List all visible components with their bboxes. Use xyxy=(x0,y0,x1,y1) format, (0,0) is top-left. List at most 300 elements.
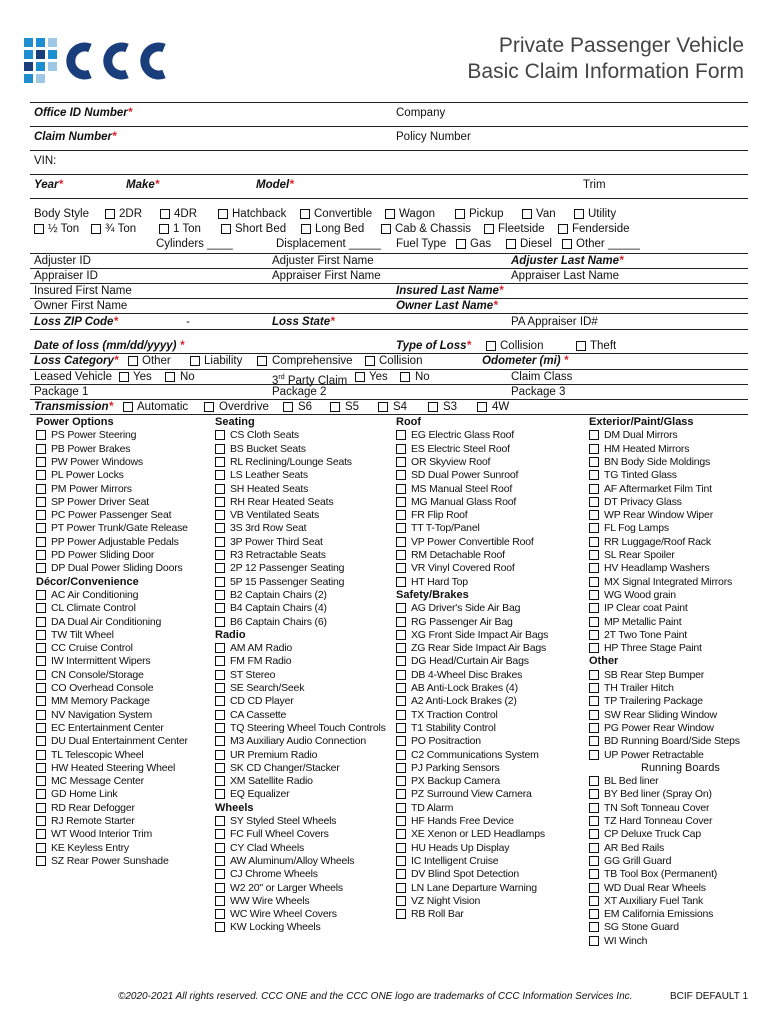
other-checkbox[interactable] xyxy=(562,239,572,249)
pickup-checkbox[interactable] xyxy=(455,209,465,219)
dt-privacy-glass-checkbox[interactable] xyxy=(589,497,599,507)
form-title-line1: Private Passenger Vehicle xyxy=(498,34,744,57)
2dr-label: 2DR xyxy=(119,208,143,220)
roof-heading: Roof xyxy=(396,416,422,428)
wg-wood-grain-label: WG Wood grain xyxy=(604,588,676,601)
up-power-retractable-checkbox[interactable] xyxy=(589,750,599,760)
ip-clear-coat-paint-checkbox[interactable] xyxy=(589,603,599,613)
rule xyxy=(30,126,748,127)
pb-power-brakes-label: PB Power Brakes xyxy=(51,442,131,455)
insured-last-label: Insured Last Name* xyxy=(396,285,504,297)
2t-two-tone-paint-checkbox[interactable] xyxy=(589,630,599,640)
rg-passenger-air-bag-label: RG Passenger Air Bag xyxy=(411,615,513,628)
hv-headlamp-washers-label: HV Headlamp Washers xyxy=(604,562,710,575)
sh-heated-seats-checkbox[interactable] xyxy=(215,484,225,494)
se-search-seek-label: SE Search/Seek xyxy=(230,682,305,694)
hatchback-checkbox[interactable] xyxy=(218,209,228,219)
af-aftermarket-film-tint-checkbox[interactable] xyxy=(589,484,599,494)
px-backup-camera-checkbox[interactable] xyxy=(396,776,406,786)
dm-dual-mirrors-label: DM Dual Mirrors xyxy=(604,429,678,442)
xg-front-side-impact-air-bags-checkbox[interactable] xyxy=(396,630,406,640)
xt-auxiliary-fuel-tank-checkbox[interactable] xyxy=(589,896,599,906)
cc-cruise-control-label: CC Cruise Control xyxy=(51,642,133,655)
gd-home-link-checkbox[interactable] xyxy=(36,789,46,799)
sz-rear-power-sunshade-label: SZ Rear Power Sunshade xyxy=(51,854,169,867)
tb-tool-box-permanent-label: TB Tool Box (Permanent) xyxy=(604,868,718,881)
wp-rear-window-wiper-label: WP Rear Window Wiper xyxy=(604,509,713,522)
short-bed-checkbox[interactable] xyxy=(221,224,231,234)
make-label: Make* xyxy=(126,179,160,191)
ccc-logo xyxy=(22,36,184,86)
s3-label: S3 xyxy=(443,401,458,413)
tx-traction-control-label: TX Traction Control xyxy=(411,708,498,721)
hatchback-label: Hatchback xyxy=(232,208,287,220)
1-ton-label: 1 Ton xyxy=(173,223,201,235)
4w-checkbox[interactable] xyxy=(477,402,487,412)
eg-electric-glass-roof-checkbox[interactable] xyxy=(396,430,406,440)
pz-surround-view-camera-label: PZ Surround View Camera xyxy=(411,788,532,801)
convertible-checkbox[interactable] xyxy=(300,209,310,219)
ec-entertainment-center-checkbox[interactable] xyxy=(36,723,46,733)
db-4-wheel-disc-brakes-checkbox[interactable] xyxy=(396,670,406,680)
b2-captain-chairs-2-label: B2 Captain Chairs (2) xyxy=(230,588,327,601)
vr-vinyl-covered-roof-checkbox[interactable] xyxy=(396,563,406,573)
kw-locking-wheels-checkbox[interactable] xyxy=(215,922,225,932)
s4-checkbox[interactable] xyxy=(378,402,388,412)
loss-category-label: Loss Category* xyxy=(34,355,119,367)
4w-label: 4W xyxy=(492,401,510,413)
ab-anti-lock-brakes-4-label: AB Anti-Lock Brakes (4) xyxy=(411,682,518,694)
es-electric-steel-roof-checkbox[interactable] xyxy=(396,444,406,454)
adjuster-last-label: Adjuster Last Name* xyxy=(511,255,624,267)
pw-power-windows-checkbox[interactable] xyxy=(36,457,46,467)
liability-checkbox[interactable] xyxy=(190,356,200,366)
wc-wire-wheel-covers-label: WC Wire Wheel Covers xyxy=(230,908,337,921)
third-party-yes-checkbox[interactable] xyxy=(355,372,365,382)
co-overhead-console-checkbox[interactable] xyxy=(36,683,46,693)
aw-aluminum-alloy-wheels-checkbox[interactable] xyxy=(215,856,225,866)
safety-brakes-heading: Safety/Brakes xyxy=(396,588,469,601)
claim-number-label: Claim Number* xyxy=(34,131,117,143)
rd-rear-defogger-checkbox[interactable] xyxy=(36,803,46,813)
b4-captain-chairs-4-checkbox[interactable] xyxy=(215,603,225,613)
ar-bed-rails-checkbox[interactable] xyxy=(589,843,599,853)
sz-rear-power-sunshade-checkbox[interactable] xyxy=(36,856,46,866)
dm-dual-mirrors-checkbox[interactable] xyxy=(589,430,599,440)
package1-label: Package 1 xyxy=(34,386,89,398)
pp-power-adjustable-pedals-checkbox[interactable] xyxy=(36,537,46,547)
rj-remote-starter-label: RJ Remote Starter xyxy=(51,815,135,827)
w2-20-or-larger-wheels-checkbox[interactable] xyxy=(215,883,225,893)
mx-signal-integrated-mirrors-label: MX Signal Integrated Mirrors xyxy=(604,575,733,588)
s6-label: S6 xyxy=(298,401,313,413)
fleetside-checkbox[interactable] xyxy=(484,224,494,234)
s5-checkbox[interactable] xyxy=(330,402,340,412)
5p-15-passenger-seating-label: 5P 15 Passenger Seating xyxy=(230,575,345,588)
1-ton-checkbox[interactable] xyxy=(159,224,169,234)
collision-category-label: Collision xyxy=(379,355,423,367)
cj-chrome-wheels-checkbox[interactable] xyxy=(215,869,225,879)
bn-body-side-moldings-checkbox[interactable] xyxy=(589,457,599,467)
vb-ventilated-seats-checkbox[interactable] xyxy=(215,510,225,520)
fm-fm-radio-checkbox[interactable] xyxy=(215,656,225,666)
pl-power-locks-label: PL Power Locks xyxy=(51,469,124,482)
copyright-footer: ©2020-2021 All rights reserved. CCC ONE and the CCC ONE logo are trademarks of CCC Information Services Inc. xyxy=(118,991,633,1002)
po-positraction-checkbox[interactable] xyxy=(396,736,406,746)
cd-cd-player-label: CD CD Player xyxy=(230,695,294,708)
rule xyxy=(30,414,748,415)
ac-air-conditioning-checkbox[interactable] xyxy=(36,590,46,600)
ms-manual-steel-roof-checkbox[interactable] xyxy=(396,484,406,494)
3s-3rd-row-seat-checkbox[interactable] xyxy=(215,523,225,533)
ln-lane-departure-warning-checkbox[interactable] xyxy=(396,883,406,893)
vb-ventilated-seats-label: VB Ventilated Seats xyxy=(230,509,320,522)
m3-auxiliary-audio-connection-checkbox[interactable] xyxy=(215,736,225,746)
t1-stability-control-label: T1 Stability Control xyxy=(411,721,496,734)
collision-checkbox[interactable] xyxy=(486,341,496,351)
other-loss-checkbox[interactable] xyxy=(128,356,138,366)
s3-checkbox[interactable] xyxy=(428,402,438,412)
td-alarm-checkbox[interactable] xyxy=(396,803,406,813)
cs-cloth-seats-checkbox[interactable] xyxy=(215,430,225,440)
ic-intelligent-cruise-checkbox[interactable] xyxy=(396,856,406,866)
ac-air-conditioning-label: AC Air Conditioning xyxy=(51,588,139,601)
radio-heading: Radio xyxy=(215,628,246,641)
a2-anti-lock-brakes-2-checkbox[interactable] xyxy=(396,696,406,706)
ps-power-steering-label: PS Power Steering xyxy=(51,429,137,442)
pl-power-locks-checkbox[interactable] xyxy=(36,470,46,480)
comprehensive-label: Comprehensive xyxy=(272,355,353,367)
tg-tinted-glass-checkbox[interactable] xyxy=(589,470,599,480)
leased-no-checkbox[interactable] xyxy=(165,372,175,382)
pg-power-rear-window-checkbox[interactable] xyxy=(589,723,599,733)
zg-rear-side-impact-air-bags-label: ZG Rear Side Impact Air Bags xyxy=(411,642,547,655)
ww-wire-wheels-checkbox[interactable] xyxy=(215,896,225,906)
hp-three-stage-paint-checkbox[interactable] xyxy=(589,643,599,653)
tx-traction-control-checkbox[interactable] xyxy=(396,710,406,720)
5p-15-passenger-seating-checkbox[interactable] xyxy=(215,577,225,587)
cl-climate-control-checkbox[interactable] xyxy=(36,603,46,613)
rule xyxy=(30,298,748,299)
wt-wood-interior-trim-checkbox[interactable] xyxy=(36,829,46,839)
mp-metallic-paint-checkbox[interactable] xyxy=(589,617,599,627)
sb-rear-step-bumper-checkbox[interactable] xyxy=(589,670,599,680)
du-dual-entertainment-center-checkbox[interactable] xyxy=(36,736,46,746)
wd-dual-rear-wheels-label: WD Dual Rear Wheels xyxy=(604,881,706,894)
cn-console-storage-label: CN Console/Storage xyxy=(51,668,144,681)
r3-retractable-seats-checkbox[interactable] xyxy=(215,550,225,560)
cp-deluxe-truck-cap-checkbox[interactable] xyxy=(589,829,599,839)
b4-captain-chairs-4-label: B4 Captain Chairs (4) xyxy=(230,602,327,615)
third-party-no-checkbox[interactable] xyxy=(400,372,410,382)
sp-power-driver-seat-checkbox[interactable] xyxy=(36,497,46,507)
hu-heads-up-display-label: HU Heads Up Display xyxy=(411,841,510,854)
automatic-checkbox[interactable] xyxy=(123,402,133,412)
fenderside-checkbox[interactable] xyxy=(558,224,568,234)
rm-detachable-roof-checkbox[interactable] xyxy=(396,550,406,560)
hv-headlamp-washers-checkbox[interactable] xyxy=(589,563,599,573)
cab-chassis-label: Cab & Chassis xyxy=(395,223,472,235)
year-label: Year* xyxy=(34,179,63,191)
theft-checkbox[interactable] xyxy=(576,341,586,351)
sp-power-driver-seat-label: SP Power Driver Seat xyxy=(51,495,149,508)
tp-trailering-package-checkbox[interactable] xyxy=(589,696,599,706)
body-style-label: Body Style xyxy=(34,208,89,220)
rb-roll-bar-label: RB Roll Bar xyxy=(411,908,464,921)
th-trailer-hitch-label: TH Trailer Hitch xyxy=(604,682,674,694)
cy-clad-wheels-label: CY Clad Wheels xyxy=(230,841,305,854)
s5-label: S5 xyxy=(345,401,360,413)
sd-dual-power-sunroof-checkbox[interactable] xyxy=(396,470,406,480)
gg-grill-guard-checkbox[interactable] xyxy=(589,856,599,866)
pb-power-brakes-checkbox[interactable] xyxy=(36,444,46,454)
ke-keyless-entry-checkbox[interactable] xyxy=(36,843,46,853)
rule xyxy=(30,329,748,330)
pickup-label: Pickup xyxy=(469,208,504,220)
rule xyxy=(30,369,748,370)
td-alarm-label: TD Alarm xyxy=(411,801,454,814)
tw-tilt-wheel-label: TW Tilt Wheel xyxy=(51,628,114,641)
appraiser-last-label: Appraiser Last Name xyxy=(511,270,620,282)
cab-chassis-checkbox[interactable] xyxy=(381,224,391,234)
wg-wood-grain-checkbox[interactable] xyxy=(589,590,599,600)
overdrive-checkbox[interactable] xyxy=(204,402,214,412)
rule xyxy=(30,399,748,400)
cd-cd-player-checkbox[interactable] xyxy=(215,696,225,706)
long-bed-checkbox[interactable] xyxy=(301,224,311,234)
t1-stability-control-checkbox[interactable] xyxy=(396,723,406,733)
office-id-label: Office ID Number* xyxy=(34,107,133,119)
cp-deluxe-truck-cap-label: CP Deluxe Truck Cap xyxy=(604,828,701,841)
wi-winch-checkbox[interactable] xyxy=(589,936,599,946)
fenderside-label: Fenderside xyxy=(572,223,630,235)
pj-parking-sensors-checkbox[interactable] xyxy=(396,763,406,773)
sg-stone-guard-checkbox[interactable] xyxy=(589,922,599,932)
mm-memory-package-checkbox[interactable] xyxy=(36,696,46,706)
rr-luggage-roof-rack-checkbox[interactable] xyxy=(589,537,599,547)
rh-rear-heated-seats-label: RH Rear Heated Seats xyxy=(230,495,334,508)
third-party-label: 3rd Party Claim xyxy=(272,374,348,387)
xm-satellite-radio-checkbox[interactable] xyxy=(215,776,225,786)
ton-label: ¾ Ton xyxy=(105,223,137,235)
ps-power-steering-checkbox[interactable] xyxy=(36,430,46,440)
xm-satellite-radio-label: XM Satellite Radio xyxy=(230,775,313,788)
da-dual-air-conditioning-checkbox[interactable] xyxy=(36,617,46,627)
gas-checkbox[interactable] xyxy=(456,239,466,249)
2dr-checkbox[interactable] xyxy=(105,209,115,219)
ton-checkbox[interactable] xyxy=(91,224,101,234)
ec-entertainment-center-label: EC Entertainment Center xyxy=(51,721,164,734)
cc-cruise-control-checkbox[interactable] xyxy=(36,643,46,653)
kw-locking-wheels-label: KW Locking Wheels xyxy=(230,921,321,934)
3p-power-third-seat-checkbox[interactable] xyxy=(215,537,225,547)
mx-signal-integrated-mirrors-checkbox[interactable] xyxy=(589,577,599,587)
van-checkbox[interactable] xyxy=(522,209,532,219)
vin-label: VIN: xyxy=(34,155,57,167)
fm-fm-radio-label: FM FM Radio xyxy=(230,655,292,668)
collision-category-checkbox[interactable] xyxy=(365,356,375,366)
overdrive-label: Overdrive xyxy=(219,401,269,413)
ag-driver-s-side-air-bag-checkbox[interactable] xyxy=(396,603,406,613)
sg-stone-guard-label: SG Stone Guard xyxy=(604,921,679,934)
bd-running-board-side-steps-checkbox[interactable] xyxy=(589,736,599,746)
short-bed-label: Short Bed xyxy=(235,223,287,235)
wd-dual-rear-wheels-checkbox[interactable] xyxy=(589,883,599,893)
px-backup-camera-label: PX Backup Camera xyxy=(411,775,501,788)
xe-xenon-or-led-headlamps-checkbox[interactable] xyxy=(396,829,406,839)
ic-intelligent-cruise-label: IC Intelligent Cruise xyxy=(411,854,499,867)
comprehensive-checkbox[interactable] xyxy=(257,356,267,366)
pt-power-trunk-gate-release-checkbox[interactable] xyxy=(36,523,46,533)
tl-telescopic-wheel-checkbox[interactable] xyxy=(36,750,46,760)
em-california-emissions-checkbox[interactable] xyxy=(589,909,599,919)
am-am-radio-label: AM AM Radio xyxy=(230,642,292,655)
power-options-heading: Power Options xyxy=(36,416,114,428)
other-label: Other _____ xyxy=(576,238,640,250)
sw-rear-sliding-window-checkbox[interactable] xyxy=(589,710,599,720)
iw-intermittent-wipers-checkbox[interactable] xyxy=(36,656,46,666)
cn-console-storage-checkbox[interactable] xyxy=(36,670,46,680)
bl-bed-liner-checkbox[interactable] xyxy=(589,776,599,786)
ht-hard-top-checkbox[interactable] xyxy=(396,577,406,587)
hw-heated-steering-wheel-checkbox[interactable] xyxy=(36,763,46,773)
vz-night-vision-checkbox[interactable] xyxy=(396,896,406,906)
mg-manual-glass-roof-checkbox[interactable] xyxy=(396,497,406,507)
dg-head-curtain-air-bags-checkbox[interactable] xyxy=(396,656,406,666)
tz-hard-tonneau-cover-checkbox[interactable] xyxy=(589,816,599,826)
tt-t-top-panel-label: TT T-Top/Panel xyxy=(411,522,480,535)
rule xyxy=(30,283,748,284)
ls-leather-seats-label: LS Leather Seats xyxy=(230,469,308,482)
es-electric-steel-roof-label: ES Electric Steel Roof xyxy=(411,442,510,455)
st-stereo-checkbox[interactable] xyxy=(215,670,225,680)
em-california-emissions-label: EM California Emissions xyxy=(604,908,714,921)
wc-wire-wheel-covers-checkbox[interactable] xyxy=(215,909,225,919)
b2-captain-chairs-2-checkbox[interactable] xyxy=(215,590,225,600)
leased-vehicle-label: Leased Vehicle xyxy=(34,371,113,383)
pw-power-windows-label: PW Power Windows xyxy=(51,455,143,468)
3p-power-third-seat-label: 3P Power Third Seat xyxy=(230,535,323,548)
pm-power-mirrors-label: PM Power Mirrors xyxy=(51,482,132,495)
rl-reclining-lounge-seats-checkbox[interactable] xyxy=(215,457,225,467)
hf-hands-free-device-checkbox[interactable] xyxy=(396,816,406,826)
cj-chrome-wheels-label: CJ Chrome Wheels xyxy=(230,868,318,881)
leased-yes-checkbox[interactable] xyxy=(119,372,129,382)
sy-styled-steel-wheels-checkbox[interactable] xyxy=(215,816,225,826)
pc-power-passenger-seat-checkbox[interactable] xyxy=(36,510,46,520)
rh-rear-heated-seats-checkbox[interactable] xyxy=(215,497,225,507)
by-bed-liner-spray-on-checkbox[interactable] xyxy=(589,789,599,799)
wt-wood-interior-trim-label: WT Wood Interior Trim xyxy=(51,828,153,841)
utility-label: Utility xyxy=(588,208,617,220)
iw-intermittent-wipers-label: IW Intermittent Wipers xyxy=(51,655,151,668)
2p-12-passenger-seating-checkbox[interactable] xyxy=(215,563,225,573)
transmission-label: Transmission* xyxy=(34,401,114,413)
utility-checkbox[interactable] xyxy=(574,209,584,219)
zg-rear-side-impact-air-bags-checkbox[interactable] xyxy=(396,643,406,653)
ip-clear-coat-paint-label: IP Clear coat Paint xyxy=(604,602,688,615)
nv-navigation-system-checkbox[interactable] xyxy=(36,710,46,720)
bs-bucket-seats-checkbox[interactable] xyxy=(215,444,225,454)
vp-power-convertible-roof-checkbox[interactable] xyxy=(396,537,406,547)
vr-vinyl-covered-roof-label: VR Vinyl Covered Roof xyxy=(411,562,515,575)
tq-steering-wheel-touch-controls-checkbox[interactable] xyxy=(215,723,225,733)
tw-tilt-wheel-checkbox[interactable] xyxy=(36,630,46,640)
dv-blind-spot-detection-checkbox[interactable] xyxy=(396,869,406,879)
pg-power-rear-window-label: PG Power Rear Window xyxy=(604,721,714,734)
appraiser-first-label: Appraiser First Name xyxy=(272,270,381,282)
cylinders-label: Cylinders ____ xyxy=(156,238,233,250)
fleetside-label: Fleetside xyxy=(498,223,545,235)
c2-communications-system-checkbox[interactable] xyxy=(396,750,406,760)
ton-checkbox[interactable] xyxy=(34,224,44,234)
sb-rear-step-bumper-label: SB Rear Step Bumper xyxy=(604,668,705,681)
mp-metallic-paint-label: MP Metallic Paint xyxy=(604,615,682,628)
owner-last-label: Owner Last Name* xyxy=(396,300,498,312)
rg-passenger-air-bag-checkbox[interactable] xyxy=(396,617,406,627)
ur-premium-radio-checkbox[interactable] xyxy=(215,750,225,760)
wp-rear-window-wiper-checkbox[interactable] xyxy=(589,510,599,520)
th-trailer-hitch-checkbox[interactable] xyxy=(589,683,599,693)
rj-remote-starter-checkbox[interactable] xyxy=(36,816,46,826)
sk-cd-changer-stacker-checkbox[interactable] xyxy=(215,763,225,773)
pm-power-mirrors-checkbox[interactable] xyxy=(36,484,46,494)
theft-label: Theft xyxy=(590,340,617,352)
pd-power-sliding-door-checkbox[interactable] xyxy=(36,550,46,560)
mc-message-center-checkbox[interactable] xyxy=(36,776,46,786)
collision-label: Collision xyxy=(500,340,544,352)
fc-full-wheel-covers-checkbox[interactable] xyxy=(215,829,225,839)
ar-bed-rails-label: AR Bed Rails xyxy=(604,841,665,854)
se-search-seek-checkbox[interactable] xyxy=(215,683,225,693)
tp-trailering-package-label: TP Trailering Package xyxy=(604,695,703,708)
tb-tool-box-permanent-checkbox[interactable] xyxy=(589,869,599,879)
leased-yes-label: Yes xyxy=(133,371,152,383)
convertible-label: Convertible xyxy=(314,208,373,220)
insured-first-label: Insured First Name xyxy=(34,285,132,297)
type-of-loss-label: Type of Loss* xyxy=(396,340,471,352)
eq-equalizer-checkbox[interactable] xyxy=(215,789,225,799)
fl-fog-lamps-checkbox[interactable] xyxy=(589,523,599,533)
dp-dual-power-sliding-doors-checkbox[interactable] xyxy=(36,563,46,573)
cy-clad-wheels-checkbox[interactable] xyxy=(215,843,225,853)
tn-soft-tonneau-cover-checkbox[interactable] xyxy=(589,803,599,813)
ht-hard-top-label: HT Hard Top xyxy=(411,575,468,588)
sl-rear-spoiler-checkbox[interactable] xyxy=(589,550,599,560)
vz-night-vision-label: VZ Night Vision xyxy=(411,894,481,907)
sw-rear-sliding-window-label: SW Rear Sliding Window xyxy=(604,708,717,721)
or-skyview-roof-checkbox[interactable] xyxy=(396,457,406,467)
s4-label: S4 xyxy=(393,401,408,413)
ca-cassette-checkbox[interactable] xyxy=(215,710,225,720)
hu-heads-up-display-checkbox[interactable] xyxy=(396,843,406,853)
diesel-checkbox[interactable] xyxy=(506,239,516,249)
ls-leather-seats-checkbox[interactable] xyxy=(215,470,225,480)
4dr-label: 4DR xyxy=(174,208,198,220)
am-am-radio-checkbox[interactable] xyxy=(215,643,225,653)
fr-flip-roof-checkbox[interactable] xyxy=(396,510,406,520)
rule xyxy=(30,268,748,269)
hm-heated-mirrors-checkbox[interactable] xyxy=(589,444,599,454)
tt-t-top-panel-checkbox[interactable] xyxy=(396,523,406,533)
pz-surround-view-camera-checkbox[interactable] xyxy=(396,789,406,799)
s6-checkbox[interactable] xyxy=(283,402,293,412)
b6-captain-chairs-6-checkbox[interactable] xyxy=(215,617,225,627)
ab-anti-lock-brakes-4-checkbox[interactable] xyxy=(396,683,406,693)
wagon-checkbox[interactable] xyxy=(385,209,395,219)
4dr-checkbox[interactable] xyxy=(160,209,170,219)
rb-roll-bar-checkbox[interactable] xyxy=(396,909,406,919)
